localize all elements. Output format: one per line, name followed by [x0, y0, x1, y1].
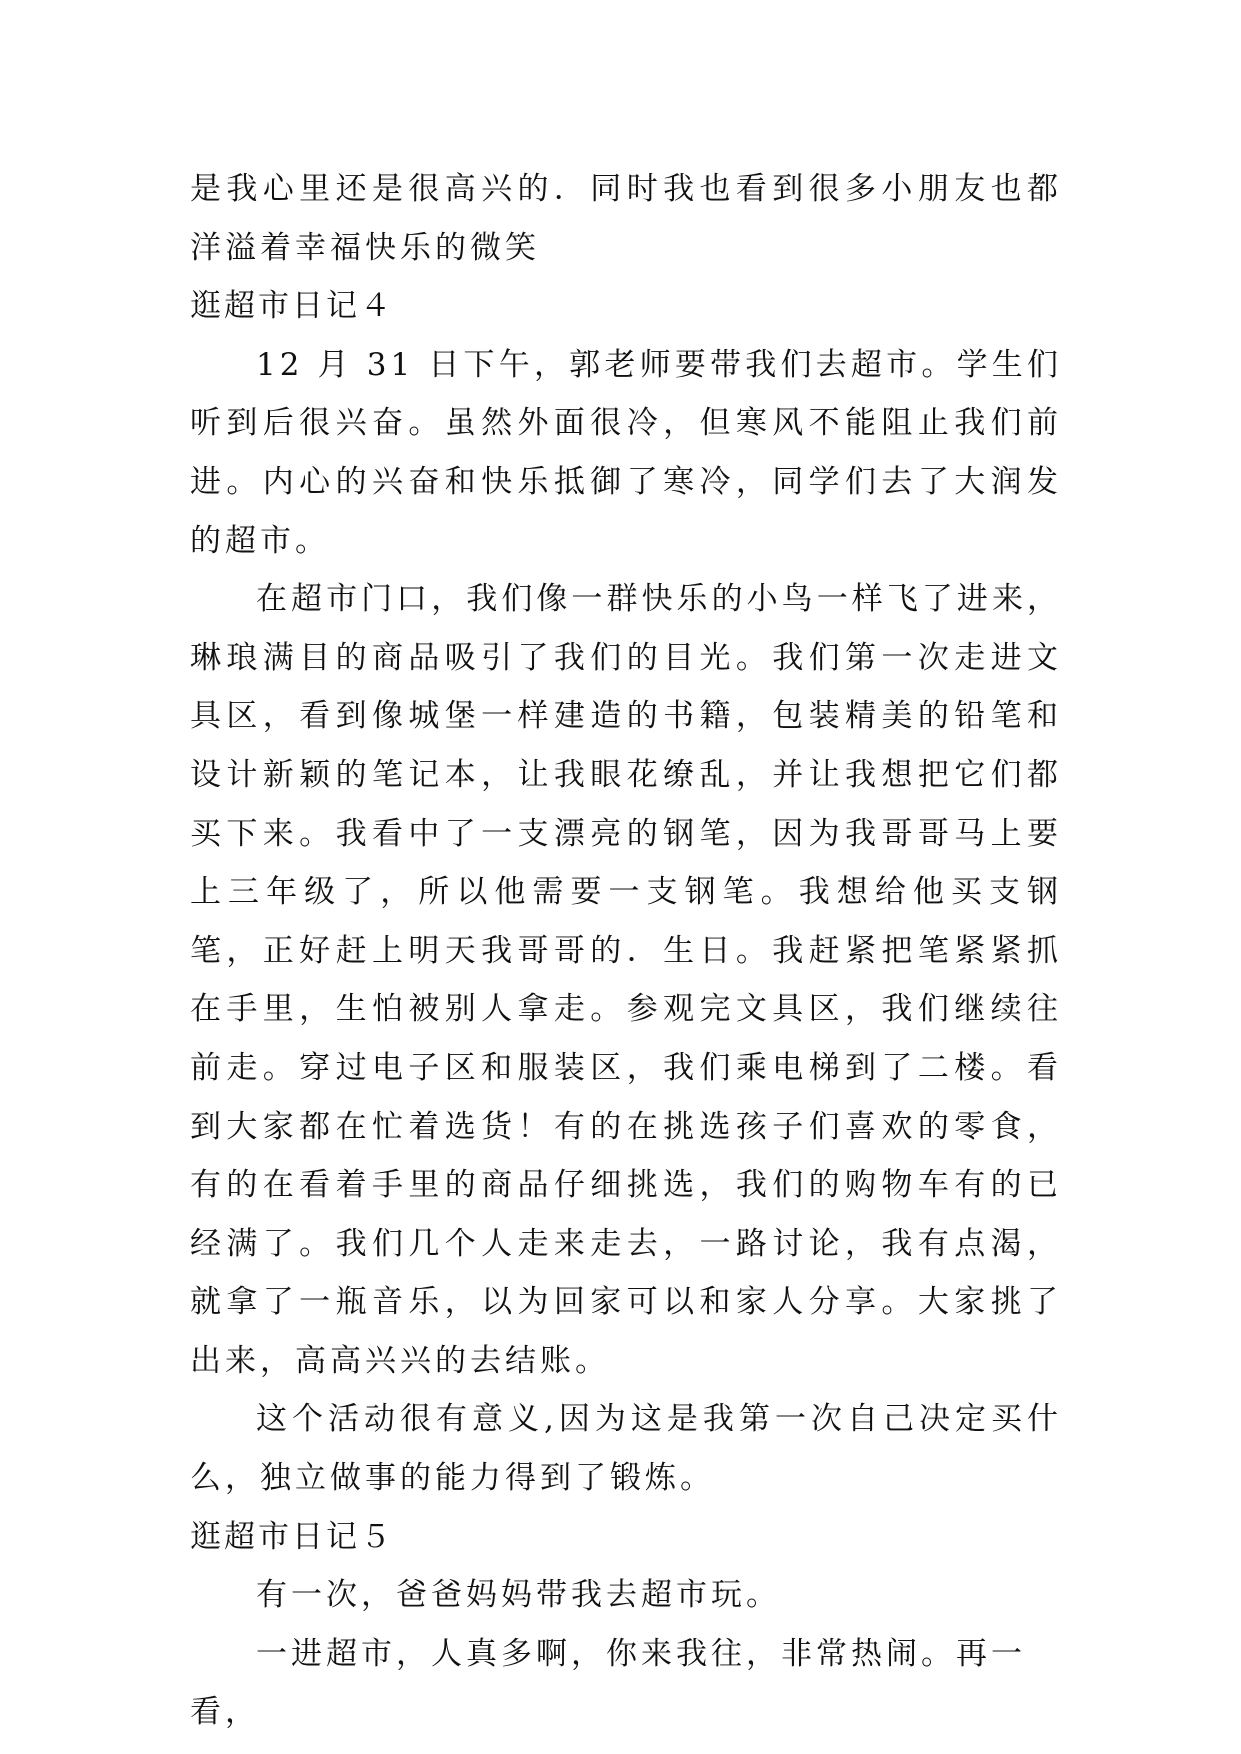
paragraph-diary-4-intro: 12 月 31 日下午，郭老师要带我们去超市。学生们听到后很兴奋。虽然外面很冷，但寒风不能阻止我们前进。内心的兴奋和快乐抵御了寒冷，同学们去了大润发的超市。 — [190, 346, 1062, 559]
paragraph-diary-4-supermarket: 在超市门口，我们像一群快乐的小鸟一样飞了进来，琳琅满目的商品吸引了我们的目光。我们第一次走进文具区，看到像城堡一样建造的书籍，包装精美的铅笔和设计新颖的笔记本，让我眼花缭乱，并让我想把它们都买下来。我看中了一支漂亮的钢笔，因为我哥哥马上要上三年级了，所以他需要一支钢笔。我想给他买支钢笔，正好赶上明天我哥哥的．生日。我赶紧把笔紧紧抓在手里，生怕被别人拿走。参观完文具区，我们继续往前走。穿过电子区和服装区，我们乘电梯到了二楼。看到大家都在忙着选货！有的在挑选孩子们喜欢的零食，有的在看着手里的商品仔细挑选，我们的购物车有的已经满了。我们几个人走来走去，一路讨论，我有点渴，就拿了一瓶音乐，以为回家可以和家人分享。大家挑了出来，高高兴兴的去结账。 — [190, 581, 1062, 1379]
paragraph-diary-5-intro: 有一次，爸爸妈妈带我去超市玩。 — [256, 1577, 781, 1614]
paragraph-diary-5-scene: 一进超市，人真多啊，你来我往，非常热闹。再一看， — [190, 1635, 1026, 1731]
continuation-paragraph: 是我心里还是很高兴的．同时我也看到很多小朋友也都洋溢着幸福快乐的微笑 — [190, 171, 1062, 266]
section-heading-diary-4: 逛超市日记４ — [190, 288, 394, 325]
paragraph-diary-4-conclusion: 这个活动很有意义,因为这是我第一次自己决定买什么，独立做事的能力得到了锻炼。 — [190, 1401, 1062, 1497]
document-body — [190, 160, 1062, 1742]
section-heading-diary-5: 逛超市日记５ — [190, 1518, 394, 1555]
